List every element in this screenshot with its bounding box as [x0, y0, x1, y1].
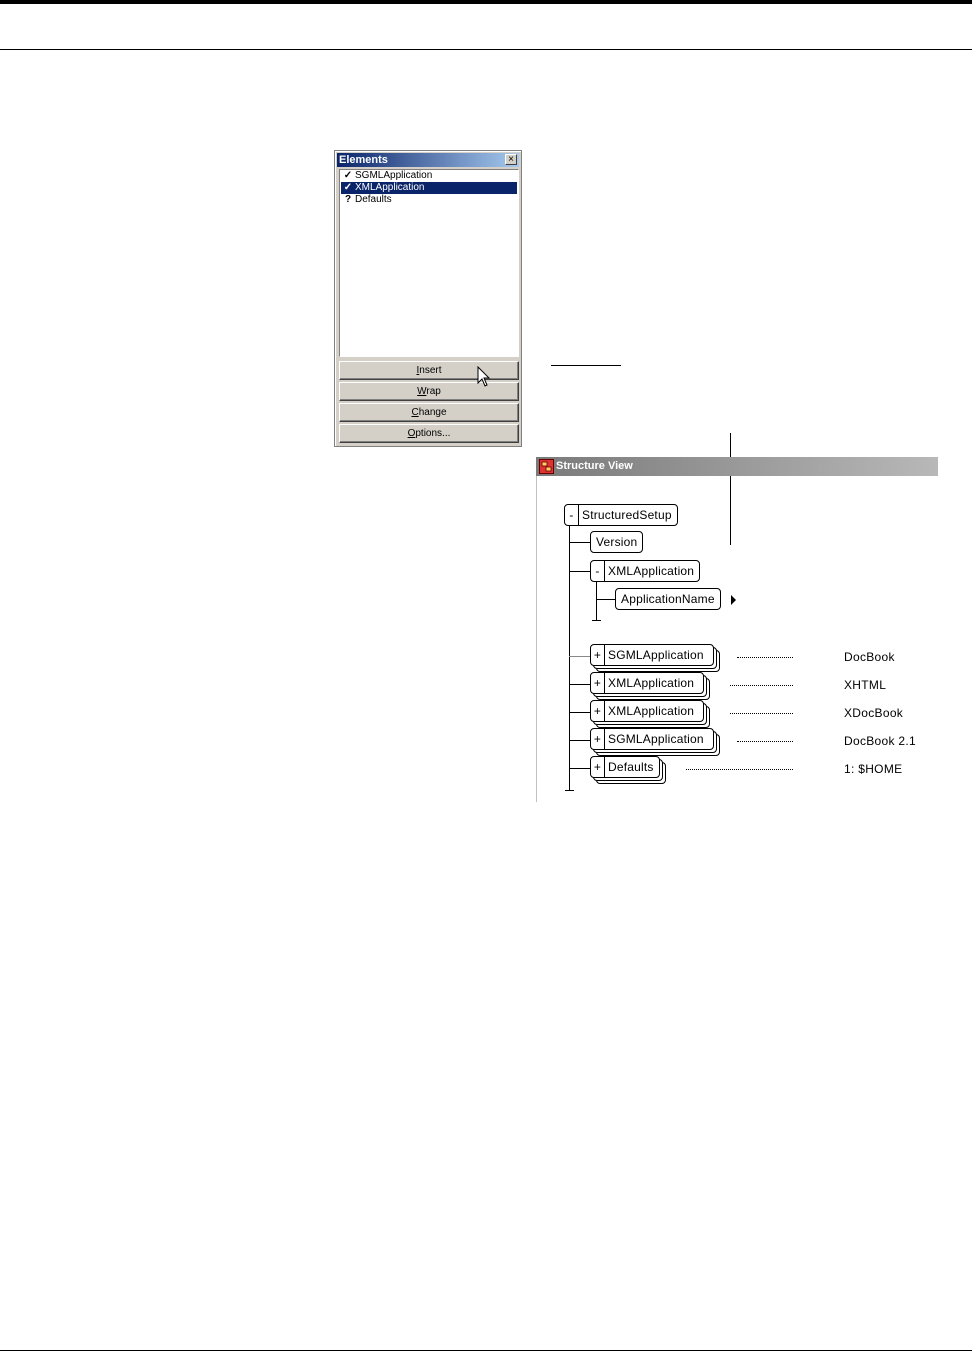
mnemonic: W — [417, 386, 427, 397]
structure-view-app-icon — [539, 459, 554, 474]
tree-node-xmlapplication[interactable] — [590, 672, 704, 694]
expand-toggle[interactable]: + — [591, 757, 605, 777]
tree-end-tick — [592, 620, 601, 621]
button-label: nsert — [419, 365, 442, 376]
tree-end-tick — [565, 790, 574, 791]
page-top-bar — [0, 0, 972, 4]
expand-toggle[interactable]: + — [591, 645, 605, 665]
dotted-leader — [737, 741, 793, 742]
dotted-leader — [730, 713, 793, 714]
insert-button[interactable] — [339, 361, 519, 380]
list-item-label: Defaults — [355, 194, 392, 205]
options-button[interactable] — [339, 424, 519, 443]
expand-toggle[interactable]: + — [591, 673, 605, 693]
wrap-button[interactable] — [339, 382, 519, 401]
list-item-xmlapplication[interactable] — [341, 182, 517, 194]
tree-node-version[interactable] — [590, 531, 643, 553]
mnemonic: C — [411, 407, 419, 418]
valid-check-icon: ✓ — [343, 170, 353, 181]
mnemonic: O — [407, 428, 416, 439]
button-label: rap — [426, 386, 441, 397]
node-label: XMLApplication — [608, 676, 695, 690]
tree-branch-line — [569, 571, 591, 572]
valid-check-icon: ✓ — [343, 182, 353, 193]
node-label: StructuredSetup — [582, 508, 672, 522]
elements-title-bar[interactable] — [337, 153, 519, 167]
tree-node-sgmlapplication[interactable] — [590, 644, 714, 666]
tree-branch-line — [596, 599, 616, 600]
node-label: ApplicationName — [621, 592, 715, 606]
tree-subtrunk-line — [596, 582, 597, 620]
structure-view-title: Structure View — [556, 460, 633, 472]
list-item-defaults[interactable] — [341, 194, 517, 206]
tree-node-defaults[interactable] — [590, 756, 660, 778]
elements-window — [334, 150, 522, 447]
node-value-text: XDocBook — [844, 706, 904, 720]
tree-trunk-line — [569, 525, 570, 791]
list-item-sgmlapplication[interactable] — [341, 170, 517, 182]
question-mark-icon: ? — [344, 194, 352, 205]
tree-node-xmlapplication-expanded[interactable] — [590, 560, 700, 582]
dotted-leader — [737, 657, 793, 658]
tree-branch-line — [569, 542, 591, 543]
collapse-toggle[interactable]: - — [565, 505, 579, 525]
list-item-label: XMLApplication — [355, 182, 425, 193]
footer-rule — [0, 1350, 972, 1351]
tree-branch-line — [569, 656, 591, 657]
node-value-text: XHTML — [844, 678, 887, 692]
tree-branch-line — [569, 740, 591, 741]
elements-list[interactable] — [339, 169, 519, 357]
structure-view-border — [536, 476, 537, 802]
collapse-toggle[interactable]: - — [591, 561, 605, 581]
node-value-text: 1: $HOME — [844, 762, 903, 776]
header-rule — [0, 49, 972, 50]
dotted-leader — [686, 769, 793, 770]
tree-branch-line — [569, 684, 591, 685]
node-value-text: DocBook — [844, 650, 895, 664]
callout-line — [730, 433, 731, 545]
change-button[interactable] — [339, 403, 519, 422]
callout-line — [551, 365, 621, 366]
expand-toggle[interactable]: + — [591, 701, 605, 721]
tree-node-xmlapplication[interactable] — [590, 700, 704, 722]
elements-title: Elements — [339, 154, 388, 166]
mnemonic: I — [416, 365, 420, 376]
tree-node-sgmlapplication[interactable] — [590, 728, 714, 750]
insertion-point-arrow-icon — [731, 595, 736, 605]
structure-view-title-bar[interactable] — [536, 457, 938, 476]
tree-branch-line — [569, 768, 591, 769]
expand-toggle[interactable]: + — [591, 729, 605, 749]
node-label: XMLApplication — [608, 564, 695, 578]
dotted-leader — [730, 685, 793, 686]
mouse-pointer-icon — [477, 366, 491, 388]
button-label: hange — [418, 407, 447, 418]
node-label: XMLApplication — [608, 704, 695, 718]
list-item-label: SGMLApplication — [355, 170, 433, 181]
node-label: SGMLApplication — [608, 648, 704, 662]
tree-node-applicationname[interactable] — [615, 588, 721, 610]
close-icon[interactable]: × — [505, 154, 517, 165]
node-label: SGMLApplication — [608, 732, 704, 746]
node-value-text: DocBook 2.1 — [844, 734, 917, 748]
tree-node-structuredsetup[interactable] — [564, 504, 678, 526]
tree-branch-line — [569, 712, 591, 713]
node-label: Defaults — [608, 760, 654, 774]
button-label: ptions... — [415, 428, 451, 439]
node-label: Version — [596, 535, 638, 549]
